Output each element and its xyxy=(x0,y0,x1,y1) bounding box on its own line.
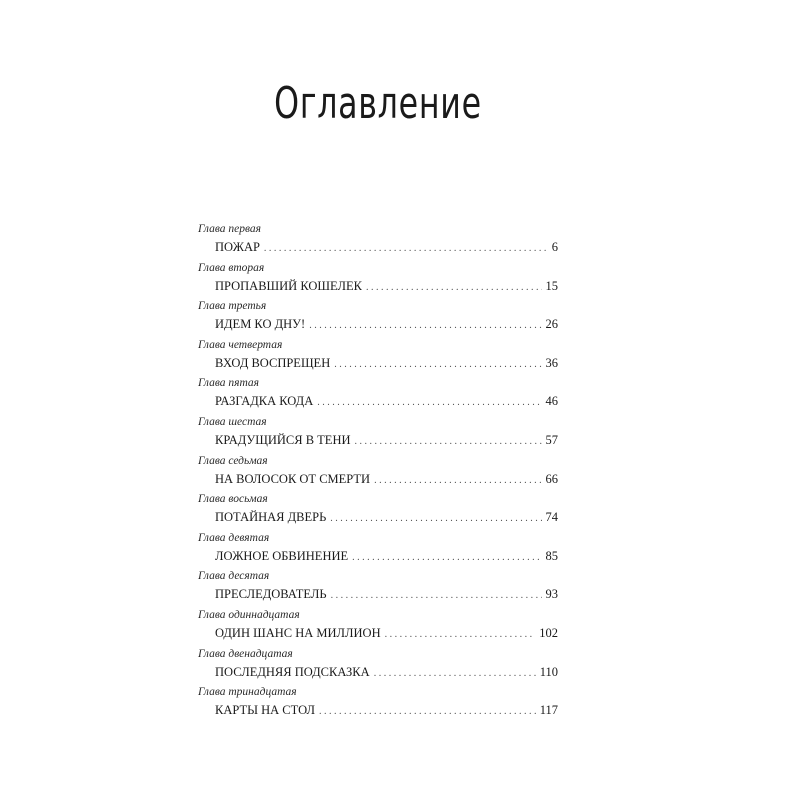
toc-entry[interactable] xyxy=(198,338,558,377)
chapter-line xyxy=(215,470,558,490)
chapter-line xyxy=(215,508,558,528)
chapter-label: Глава третья xyxy=(198,300,267,313)
dot-leader xyxy=(352,549,541,567)
page-number: 6 xyxy=(551,240,558,254)
chapter-line xyxy=(215,315,558,335)
chapter-title: ЛОЖНОЕ ОБВИНЕНИЕ xyxy=(215,548,349,563)
toc-entry[interactable] xyxy=(198,685,558,724)
chapter-line xyxy=(215,585,558,605)
chapter-label: Глава пятая xyxy=(198,377,260,390)
chapter-line xyxy=(215,701,558,721)
chapter-label: Глава четвертая xyxy=(198,338,283,351)
toc-entry[interactable] xyxy=(198,376,558,415)
dot-leader xyxy=(334,356,541,374)
toc-entry[interactable] xyxy=(198,299,558,338)
chapter-label: Глава первая xyxy=(198,223,261,235)
dot-leader xyxy=(374,472,541,490)
chapter-line xyxy=(215,238,558,258)
chapter-line xyxy=(215,663,558,683)
page-title: Оглавление xyxy=(274,78,482,129)
chapter-title: ПОТАЙНАЯ ДВЕРЬ xyxy=(215,510,327,525)
chapter-title: ПРОПАВШИЙ КОШЕЛЕК xyxy=(215,278,362,293)
chapter-line xyxy=(215,392,558,412)
chapter-label: Глава вторая xyxy=(198,261,265,274)
page-number: 93 xyxy=(545,587,558,602)
page-number: 85 xyxy=(545,548,558,563)
toc-entry[interactable] xyxy=(198,454,558,493)
chapter-label: Глава тринадцатая xyxy=(198,686,297,699)
chapter-label: Глава двенадцатая xyxy=(198,647,293,660)
page-number: 74 xyxy=(545,510,558,525)
toc-entry[interactable] xyxy=(198,492,558,531)
toc-entry[interactable] xyxy=(198,569,558,608)
page-number: 66 xyxy=(545,471,558,486)
page-number: 102 xyxy=(539,625,558,640)
chapter-title: ИДЕМ КО ДНУ! xyxy=(215,317,306,332)
dot-leader xyxy=(374,665,536,683)
chapter-line xyxy=(215,431,558,451)
chapter-title: ВХОД ВОСПРЕЩЕН xyxy=(215,355,331,370)
page-number: 26 xyxy=(545,317,558,332)
chapter-label: Глава десятая xyxy=(198,570,270,583)
dot-leader xyxy=(366,279,542,297)
dot-leader xyxy=(331,587,542,605)
toc-entry[interactable] xyxy=(198,647,558,686)
chapter-label: Глава девятая xyxy=(198,531,270,544)
chapter-line xyxy=(215,354,558,374)
chapter-title: ПОЖАР xyxy=(215,240,260,254)
table-of-contents xyxy=(198,222,558,724)
page-number: 36 xyxy=(545,355,558,370)
chapter-line xyxy=(215,277,558,297)
chapter-label: Глава седьмая xyxy=(198,454,268,467)
chapter-label: Глава восьмая xyxy=(198,493,268,506)
toc-entry[interactable] xyxy=(198,415,558,454)
dot-leader xyxy=(317,394,541,412)
chapter-label: Глава одиннадцатая xyxy=(198,608,300,621)
page-number: 15 xyxy=(545,278,558,293)
chapter-line xyxy=(215,547,558,567)
chapter-title: КАРТЫ НА СТОЛ xyxy=(215,703,315,718)
dot-leader xyxy=(385,626,536,644)
toc-entry[interactable] xyxy=(198,608,558,647)
dot-leader xyxy=(309,317,541,335)
dot-leader xyxy=(355,433,542,451)
page-number: 110 xyxy=(539,664,558,679)
page-number: 57 xyxy=(545,432,558,447)
dot-leader xyxy=(264,240,548,258)
chapter-title: РАЗГАДКА КОДА xyxy=(215,394,314,409)
page-number: 46 xyxy=(545,394,558,409)
chapter-title: КРАДУЩИЙСЯ В ТЕНИ xyxy=(215,432,351,447)
toc-entry[interactable] xyxy=(198,531,558,570)
chapter-line xyxy=(215,624,558,644)
page-number: 117 xyxy=(539,703,558,718)
toc-entry[interactable] xyxy=(198,261,558,300)
dot-leader xyxy=(319,703,536,721)
dot-leader xyxy=(330,510,541,528)
chapter-title: ПРЕСЛЕДОВАТЕЛЬ xyxy=(215,587,327,602)
chapter-title: НА ВОЛОСОК ОТ СМЕРТИ xyxy=(215,471,371,486)
chapter-title: ПОСЛЕДНЯЯ ПОДСКАЗКА xyxy=(215,664,370,679)
chapter-label: Глава шестая xyxy=(198,415,267,428)
toc-entry[interactable] xyxy=(198,222,558,261)
chapter-title: ОДИН ШАНС НА МИЛЛИОН xyxy=(215,625,381,640)
